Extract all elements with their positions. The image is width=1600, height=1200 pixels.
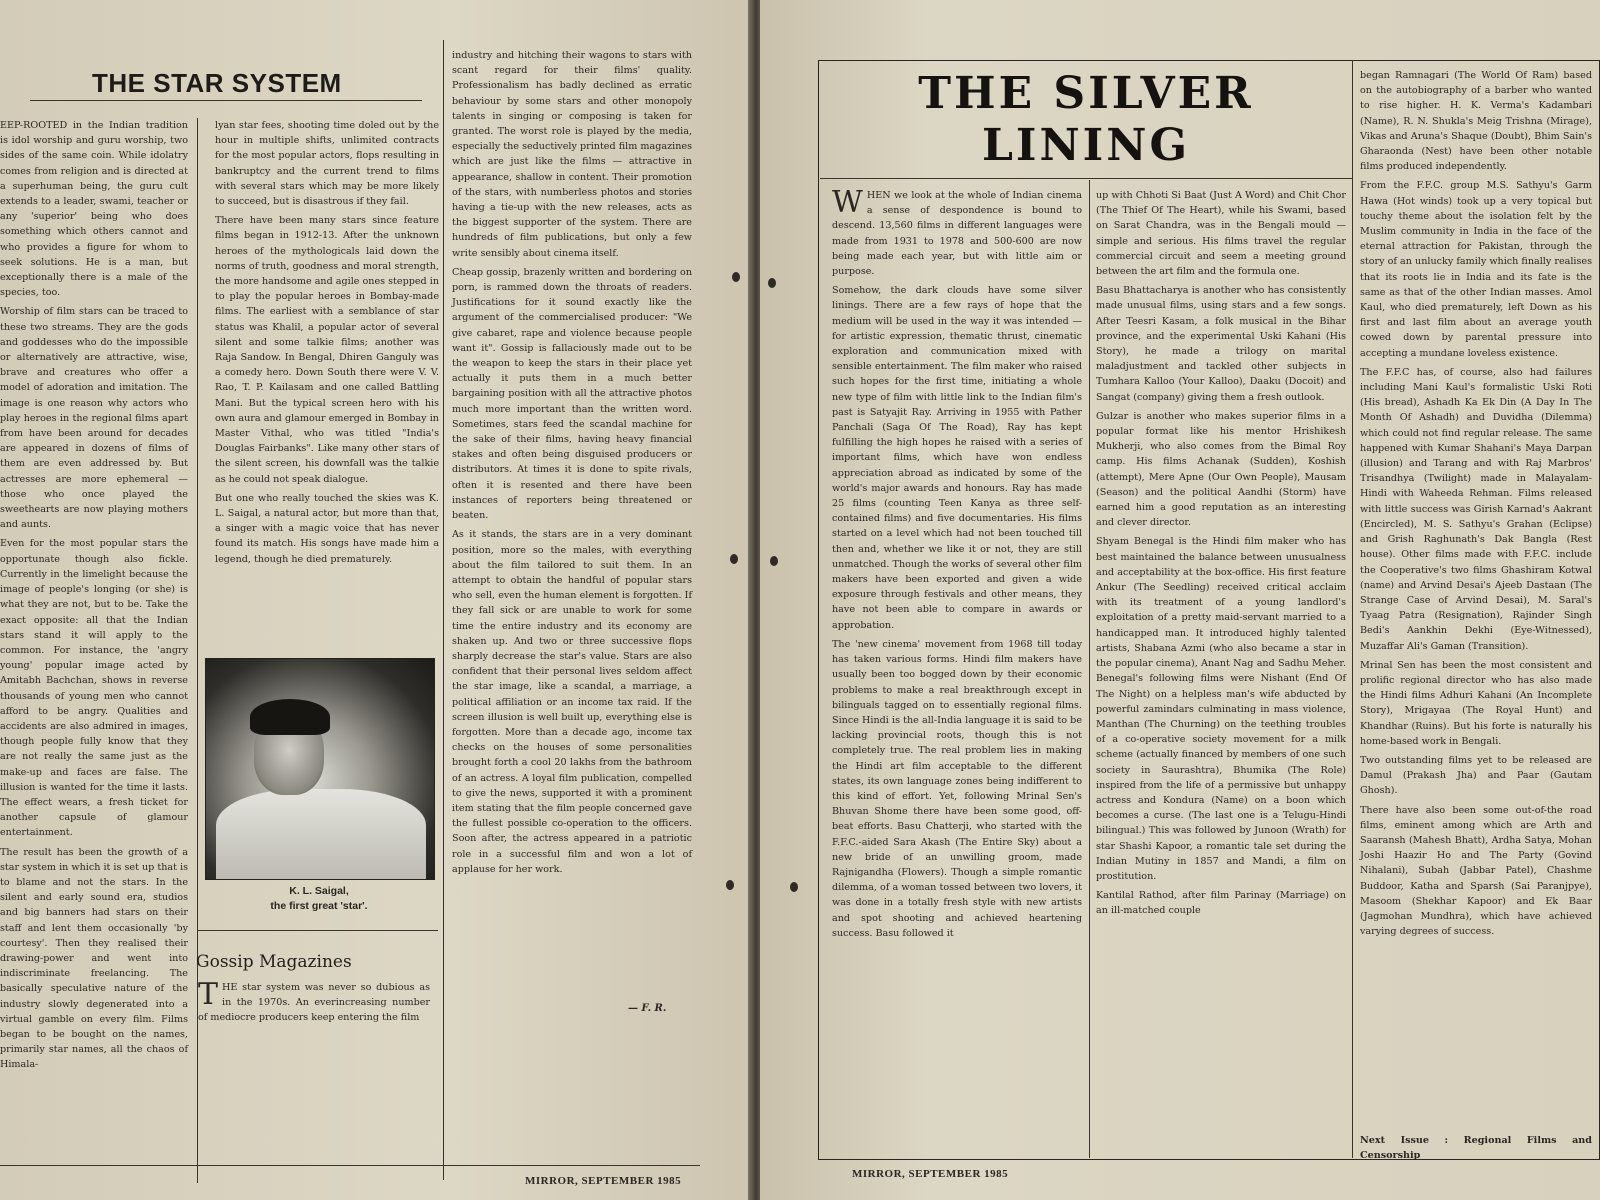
paragraph: began Ramnagari (The World Of Ram) based on the autobiography of a barber who wanted to rise higher. H. K. Verma's Kadambari (Name), R. N. Shukla's Meig Trishna (Mirage), Vikas and Aruna's Shaque (Doubt), Bhim Sain's Gharaonda (Nest) have been other notable films produced independently. <box>1360 70 1592 173</box>
paragraph: EEP-ROOTED in the Indian tradition is idol worship and guru worship, two sides of the same coin. While idolatry comes from religion and is directed at a superhuman being, the guru cult extends to a leader, swami, teacher or any 'superior' being who does something which others cannot and who provides a figure for whom to seek solutions. He is a man, but exceptionally there is a male of the species, too. <box>0 120 188 299</box>
article-column-3 <box>1360 68 1592 1130</box>
photo-coat <box>216 789 426 879</box>
article-column-2 <box>1096 188 1346 1156</box>
paragraph: up with Chhoti Si Baat (Just A Word) and Chit Chor (The Thief Of The Heart), while his Swami, based on Sarat Chandra, was in the Bengali mould — simple and serious. His films travel the regular commercial circuit and seem a meeting ground between the art film and the formula one. <box>1096 190 1346 278</box>
caption-line-1: K. L. Saigal, <box>289 885 349 897</box>
photo-hair <box>250 699 330 735</box>
article-title-star-system: THE STAR SYSTEM <box>92 68 342 98</box>
paragraph: Kantilal Rathod, after film Parinay (Marriage) on an ill-matched couple <box>1096 890 1346 917</box>
paragraph: HEN we look at the whole of Indian cinema a sense of despondence is bound to descend. 13,560 films in different languages were made from 1931 to 1978 and 500-600 are now being made each year, but with little aim or purpose. <box>832 190 1082 278</box>
gossip-text-block <box>198 977 430 1070</box>
staple-hole <box>730 554 738 564</box>
title-rule <box>30 100 422 101</box>
paragraph: Even for the most popular stars the opportunate though also fickle. Currently in the limelight because the image of people's longing (or she) is what they are not, but to be. Take the exact opposite: all that the Indian stars stand it will apply to the common. For instance, the 'angry young' popular image acted by Amitabh Bachchan, shows in reverse thousands of young men who cannot afford to be angry. Qualities and accidents are also admired in images, though people fully know that they are not really the same just as the make-up and faces are false. The illusion is wanted for the time it lasts. The effect wears, a fresh ticket for another capsule of glamour entertainment. <box>0 538 188 839</box>
staple-hole <box>726 880 734 890</box>
column-1-text <box>832 185 1082 941</box>
staple-hole <box>770 556 778 566</box>
paragraph: The result has been the growth of a star system in which it is set up that is to blame and not the stars. In the silent and early sound era, studios and big banners had stars on their staff and lent them occasionally 'by courtesy'. Then they realised their drawing-power and went into indiscriminate freelancing. The basically speculative nature of the industry slowly degenerated into a virtual gamble on every film. Films began to be bought on the names, primarily star names, all the chaos of Himala- <box>0 846 188 1071</box>
photo-caption <box>205 884 433 914</box>
paragraph: Worship of film stars can be traced to these two streams. They are the gods and goddesses who do the impossible or alternatively are attractive, wise, brave and creatures who offer a model of adoration and imitation. The image is one reason why actors who play heroes in the regional films apart from have been around for decades are appeared in dozens of films of them are even addressed by. But actresses are more ephemeral — those who once played the sweethearts are now playing mothers and aunts. <box>0 306 188 531</box>
column-divider <box>443 40 444 1180</box>
column-divider <box>1352 60 1353 1158</box>
paragraph: Gulzar is another who makes superior films in a popular format like his mentor Hrishikesh Mukherji, who also comes from the Bimal Roy camp. His films Achanak (Sudden), Koshish (attempt), Mere Apne (Our Own People), Mausam (Season) and the political Aandhi (Storm) have earned him a good reputation as an interesting and clever director. <box>1096 410 1346 529</box>
paragraph: There have been many stars since feature films began in 1912-13. After the unknown heroes of the mythologicals laid down the norms of truth, goodness and moral strength, the more handsome and agile ones stepped in to play the popular heroes in Bombay-made films. The earliest with a semblance of star status was Khalil, a popular actor of several silent and some talkie films; another was Raja Sandow. In Bengal, Dhiren Ganguly was a comedy hero. Down South there were V. V. Rao, T. P. Kailasam and one called Battling Mani. But the typical screen hero with his own aura and glamour emerged in Bombay in Master Vithal, who was titled "India's Douglas Fairbanks". Like many other stars of the silent screen, his downfall was the talkie as he could not speak dialogue. <box>215 215 439 485</box>
paragraph: Somehow, the dark clouds have some silver linings. There are a few rays of hope that the medium will be used in the way it was intended — for artistic expression, thematic thrust, cinematic exploration and communication mixed with sensible entertainment. The film maker who raised such hopes for the first time, initiating a whole new type of film with little link to the Indian film's past is Satyajit Ray. Arriving in 1955 with Pather Panchali (Saga Of The Road), Ray has kept fulfilling the high hopes he raised with a series of important films, which have won endless appreciation abroad as indicated by some of the world's major awards and honours. Ray has made 25 films (counting Teen Kanya as three self-contained films) and five documentaries. His films started on a level which had not been touched till then and, whether we like it or not, they are still unmatched. Though the works of several other film makers have been exported and given a wide exposure through festivals and other means, they have not been able to compare in awards or approbation. <box>832 285 1082 631</box>
author-byline: — F. R. <box>628 1003 667 1014</box>
gossip-subhead: Gossip Magazines <box>196 952 352 972</box>
paragraph: As it stands, the stars are in a very dominant position, more so the males, with everything about the film tailored to suit them. In an attempt to obtain the handful of popular stars who sell, even the human element is forgotten. If they fall sick or are unable to work for some time the entire industry and its economy are shaken up. And two or three successive flops sharply decrease the star's value. Stars are also confident that their personal lives seldom affect the star image, like a scandal, a marriage, a political affiliation or an income tax raid. If the screen illusion is well built up, everything else is forgotten. More than a decade ago, income tax checks on the houses of some personalities brought forth a cool 20 lakhs from the bathroom of an actress. A loyal film publication, compelled to give the news, supported it with a prominent item stating that the film people concerned gave the fullest possible co-operation to the officers. Soon after, the actress appeared in a patriotic role in a successful film and won a lot of applause for her work. <box>452 529 692 875</box>
staple-hole <box>732 272 740 282</box>
paragraph: From the F.F.C. group M.S. Sathyu's Garm Hawa (Hot winds) took up a very topical but touchy theme about the isolation felt by the Muslim community in India in the face of the eternal attraction for Pakistan, through the story of an unlucky family which finally realises that its roots lie in India and its fate is the same as that of the other Indian masses. Amol Kaul, who died prematurely, left Down as his first and last film about an average youth cowed down by parental pressure into accepting a mundane loveless existence. <box>1360 180 1592 359</box>
paragraph: Shyam Benegal is the Hindi film maker who has best maintained the balance between unusualness and acceptability at the box-office. His first feature Ankur (The Seedling) received critical acclaim with its treatment of a young landlord's exploitation of a pretty maid-servant married to a handicapped man. It introduced highly talented artists, Shabana Azmi (who also became a star in the popular cinema), Anant Nag and Sadhu Meher. Benegal's following films were Nishant (End Of The Night) on a helpless man's wife abducted by powerful zamindars culminating in mass violence, Manthan (The Churning) on the teething troubles of a co-operative society movement for a milk scheme (actually financed by members of one such society in Saurashtra), Bhumika (The Role) inspired from the life of a permissive but unhappy actress and Kondura (Name) on a boon which becomes a curse. (The last one is a Telugu-Hindi bilingual.) This was followed by Junoon (Wrath) for star Shashi Kapoor, a romantic tale set during the Indian Mutiny in 1857 and Mandi, a film on prostitution. <box>1096 536 1346 882</box>
page-folio-right: MIRROR, SEPTEMBER 1985 <box>852 1168 1009 1180</box>
gossip-text: HE star system was never so dubious as in the 1970s. An everincreasing number of mediocre producers keep entering the film <box>198 982 430 1024</box>
right-page <box>760 0 1600 1200</box>
paragraph: Cheap gossip, brazenly written and bordering on porn, is rammed down the throats of readers. Justifications for it sound exactly like the argument of the commercialised producer: "We give cabaret, rape and violence because people want it". Gossip is fallaciously made out to be the weapon to keep the stars in their place yet actually it puts them in a much better bargaining position with all the attractive photos much more important than the written word. Sometimes, stars feed the scandal machine for the sake of their films, having heavy financial stakes and often being disguised producers or distributors. At times it is done to spite rivals, often it is resented and there have been instances of reporters being threatened or beaten. <box>452 266 692 522</box>
title-rule <box>820 178 1352 179</box>
next-issue-note: Next Issue : Regional Films and Censorship <box>1360 1135 1592 1162</box>
staple-hole <box>768 278 776 288</box>
caption-line-2: the first great 'star'. <box>270 900 368 912</box>
paragraph: But one who really touched the skies was K. L. Saigal, a natural actor, but more than that, a singer with a magic voice that has never found its match. His songs have made him a legend, though he died prematurely. <box>215 492 439 565</box>
title-line-2: LINING <box>981 120 1191 171</box>
page-folio-left: MIRROR, SEPTEMBER 1985 <box>525 1175 682 1187</box>
paragraph: There have also been some out-of-the road films, eminent among which are Arth and Saaransh (Mahesh Bhatt), Ardha Satya, Mohan Joshi Haazir Ho and The Party (Govind Nihalani), Subah (Jabbar Patel), Chashme Buddoor, Katha and Sparsh (Sai Paranjpye), Masoom (Shekhar Kapoor) and Ek Baar (Jagmohan Mundhra), which have achieved varying degrees of success. <box>1360 804 1592 938</box>
left-page <box>0 0 752 1200</box>
section-rule <box>198 930 438 931</box>
column-divider <box>1089 180 1090 1158</box>
footer-rule <box>0 1165 700 1166</box>
paragraph: Mrinal Sen has been the most consistent and prolific regional director who has also made the Hindi films Adhuri Kahani (An Incomplete Story), Mrigayaa (The Royal Hunt) and Khandhar (Ruins). But his forte is naturally his home-based work in Bengali. <box>1360 659 1592 747</box>
article-column-1 <box>0 118 188 1198</box>
article-column-1 <box>832 185 1082 1156</box>
title-line-1: THE SILVER <box>918 68 1254 119</box>
saigal-photo <box>205 658 435 880</box>
dropcap-w: W <box>832 185 863 220</box>
dropcap-t: T <box>198 977 219 1012</box>
paragraph: The 'new cinema' movement from 1968 till today has taken various forms. Hindi film makers have usually been too bogged down by their economic problems to make a real breakthrough except in bilinguals tagged on to essentially regional films. Since Hindi is the all-India language it is said to be lacking provincial roots, though this is not completely true. The real problem lies in making the Hindi art film acceptable to the different states, its own language zones being indifferent to this kind of effort. Yet, following Mrinal Sen's Bhuvan Shome there have been some good, off-beat efforts. Basu Chatterji, who started with the F.F.C.-aided Sara Akash (The Entire Sky) about a new bride of an unwilling groom, made Rajnigandha (Flowers). Though a simple romantic dilemma, of a woman tossed between two lovers, it was done in a totally fresh style with new artists and spot shooting and achieved heartening success. Basu followed it <box>832 638 1082 939</box>
paragraph: Basu Bhattacharya is another who has consistently made unusual films, using stars and a few songs. After Teesri Kasam, a folk musical in the Bihar province, and the experimental Uski Kahani (His Story), he made a trilogy on marital maladjustment and tackled other subjects in Tumhara Kalloo (Your Kalloo), Daaku (Docoit) and Sangat (company) giving them a fresh outlook. <box>1096 285 1346 403</box>
paragraph: Two outstanding films yet to be released are Damul (Prakash Jha) and Paar (Gautam Ghosh). <box>1360 754 1592 797</box>
staple-hole <box>790 882 798 892</box>
paragraph: The F.F.C has, of course, also had failures including Mani Kaul's formalistic Uski Roti (His bread), Ashadh Ka Ek Din (A Day In The Month Of Ashadh) and Duvidha (Dilemma) which could not find regular release. The same happened with Kumar Shahani's Maya Darpan (illusion) and Tarang and with Raj Marbros' Trisandhya (Twilight) made in Malayalam-Hindi with Waheeda Rehman. Films released with little success was Girish Karnad's Aakrant (Encircled), M. S. Sathyu's Grahan (Eclipse) and Grish Raghunath's Dak Bangla (Rest house). Other films made with F.F.C. include the Cooperative's two films Ghashiram Kotwal (name) and Arvind Desai's Ajeeb Dastaan (The Strange Case of Arvind Desai), M. Saral's Tyaag Patra (Resignation), Rajinder Singh Bedi's Aankhin Dekhi (Eye-Witnessed), Muzaffar Ali's Gaman (Transition). <box>1360 366 1592 652</box>
paragraph: lyan star fees, shooting time doled out by the hour in multiple shifts, unlimited contracts for the most popular actors, flops resulting in bankruptcy and the current trend to films with several stars which may be more likely to succeed, but is disastrous if they fail. <box>215 120 439 208</box>
article-title-silver-lining <box>820 68 1352 172</box>
paragraph: industry and hitching their wagons to stars with scant regard for their films' quality. Professionalism has badly declined as erratic behaviour by some stars and other monopoly talents in singing or composing is taken for granted. The worst role is played by the media, especially the seductively printed film magazines which are just like the films — attractive in appearance, shallow in content. Their promotion of the stars, with numberless photos and stories having a tie-up with the new releases, acts as the biggest supporter of the system. There are hundreds of film publications, but only a few write sensibly about cinema itself. <box>452 50 692 259</box>
article-column-2 <box>215 118 439 648</box>
